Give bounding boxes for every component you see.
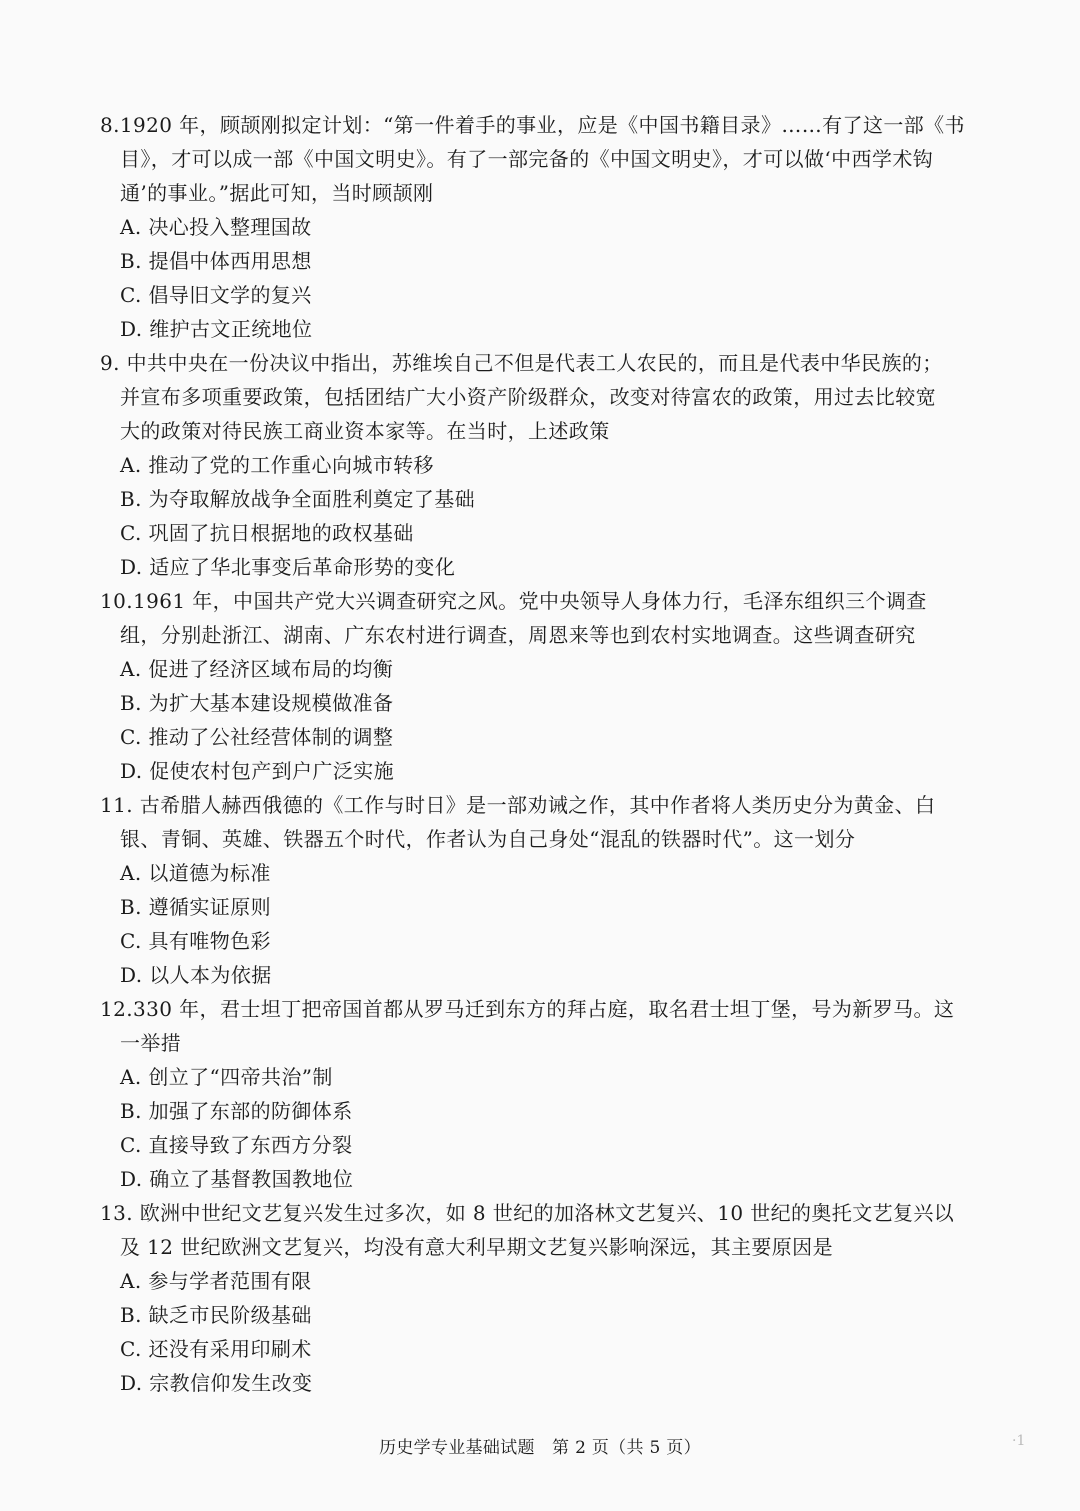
answer-option: D. 宗教信仰发生改变: [120, 1371, 313, 1395]
answer-option: B. 遵循实证原则: [120, 895, 272, 919]
question-item: [0, 108, 1080, 346]
question-stem-line: 9. 中共中央在一份决议中指出，苏维埃自己不但是代表工人农民的，而且是代表中华民族的；: [100, 351, 943, 375]
page-footer: 历史学专业基础试题 第 2 页（共 5 页）: [379, 1438, 701, 1458]
question-stem-line: 银、青铜、英雄、铁器五个时代，作者认为自己身处“混乱的铁器时代”。这一划分: [120, 827, 856, 851]
question-stem-line: 12.330 年，君士坦丁把帝国首都从罗马迁到东方的拜占庭，取名君士坦丁堡，号为新罗马。这: [100, 997, 955, 1021]
answer-option: A. 创立了“四帝共治”制: [120, 1065, 333, 1089]
answer-option: A. 以道德为标准: [120, 861, 271, 885]
question-stem-line: 通’的事业。”据此可知，当时顾颉刚: [120, 181, 434, 205]
answer-option: C. 直接导致了东西方分裂: [120, 1133, 353, 1157]
question-stem-line: 13. 欧洲中世纪文艺复兴发生过多次，如 8 世纪的加洛林文艺复兴、10 世纪的奥托文艺复兴以: [100, 1201, 955, 1225]
question-stem-line: 目》，才可以成一部《中国文明史》。有了一部完备的《中国文明史》，才可以做‘中西学术钩: [120, 147, 934, 171]
question-item: [0, 1196, 1080, 1400]
question-item: [0, 584, 1080, 788]
question-stem-line: 并宣布多项重要政策，包括团结广大小资产阶级群众，改变对待富农的政策，用过去比较宽: [120, 385, 936, 409]
question-stem-line: 10.1961 年，中国共产党大兴调查研究之风。党中央领导人身体力行，毛泽东组织三个调查: [100, 589, 927, 613]
answer-option: A. 促进了经济区域布局的均衡: [120, 657, 394, 681]
question-stem-line: 大的政策对待民族工商业资本家等。在当时，上述政策: [120, 419, 610, 443]
question-stem-line: 一举措: [120, 1031, 182, 1055]
answer-option: D. 以人本为依据: [120, 963, 272, 987]
answer-option: B. 加强了东部的防御体系: [120, 1099, 353, 1123]
answer-option: B. 缺乏市民阶级基础: [120, 1303, 312, 1327]
answer-option: C. 倡导旧文学的复兴: [120, 283, 312, 307]
answer-option: B. 提倡中体西用思想: [120, 249, 312, 273]
answer-option: D. 促使农村包产到户广泛实施: [120, 759, 395, 783]
question-stem-line: 及 12 世纪欧洲文艺复兴，均没有意大利早期文艺复兴影响深远，其主要原因是: [120, 1235, 833, 1259]
answer-option: C. 还没有采用印刷术: [120, 1337, 312, 1361]
question-item: [0, 992, 1080, 1196]
question-list: [0, 108, 1080, 1400]
question-item: [0, 788, 1080, 992]
answer-option: D. 确立了基督教国教地位: [120, 1167, 354, 1191]
answer-option: C. 巩固了抗日根据地的政权基础: [120, 521, 414, 545]
answer-option: C. 具有唯物色彩: [120, 929, 271, 953]
answer-option: A. 决心投入整理国故: [120, 215, 312, 239]
answer-option: C. 推动了公社经营体制的调整: [120, 725, 394, 749]
answer-option: A. 参与学者范围有限: [120, 1269, 312, 1293]
answer-option: D. 适应了华北事变后革命形势的变化: [120, 555, 456, 579]
question-stem-line: 11. 古希腊人赫西俄德的《工作与时日》是一部劝诫之作，其中作者将人类历史分为黄金、白: [100, 793, 936, 817]
answer-option: B. 为扩大基本建设规模做准备: [120, 691, 394, 715]
question-item: [0, 346, 1080, 584]
answer-option: D. 维护古文正统地位: [120, 317, 313, 341]
answer-option: A. 推动了党的工作重心向城市转移: [120, 453, 434, 477]
question-stem-line: 组，分别赴浙江、湖南、广东农村进行调查，周恩来等也到农村实地调查。这些调查研究: [120, 623, 916, 647]
answer-option: B. 为夺取解放战争全面胜利奠定了基础: [120, 487, 476, 511]
question-stem-line: 8.1920 年，顾颉刚拟定计划：“第一件着手的事业，应是《中国书籍目录》……有了这一部《书: [100, 113, 965, 137]
scan-corner-mark: ·1: [1012, 1433, 1026, 1449]
